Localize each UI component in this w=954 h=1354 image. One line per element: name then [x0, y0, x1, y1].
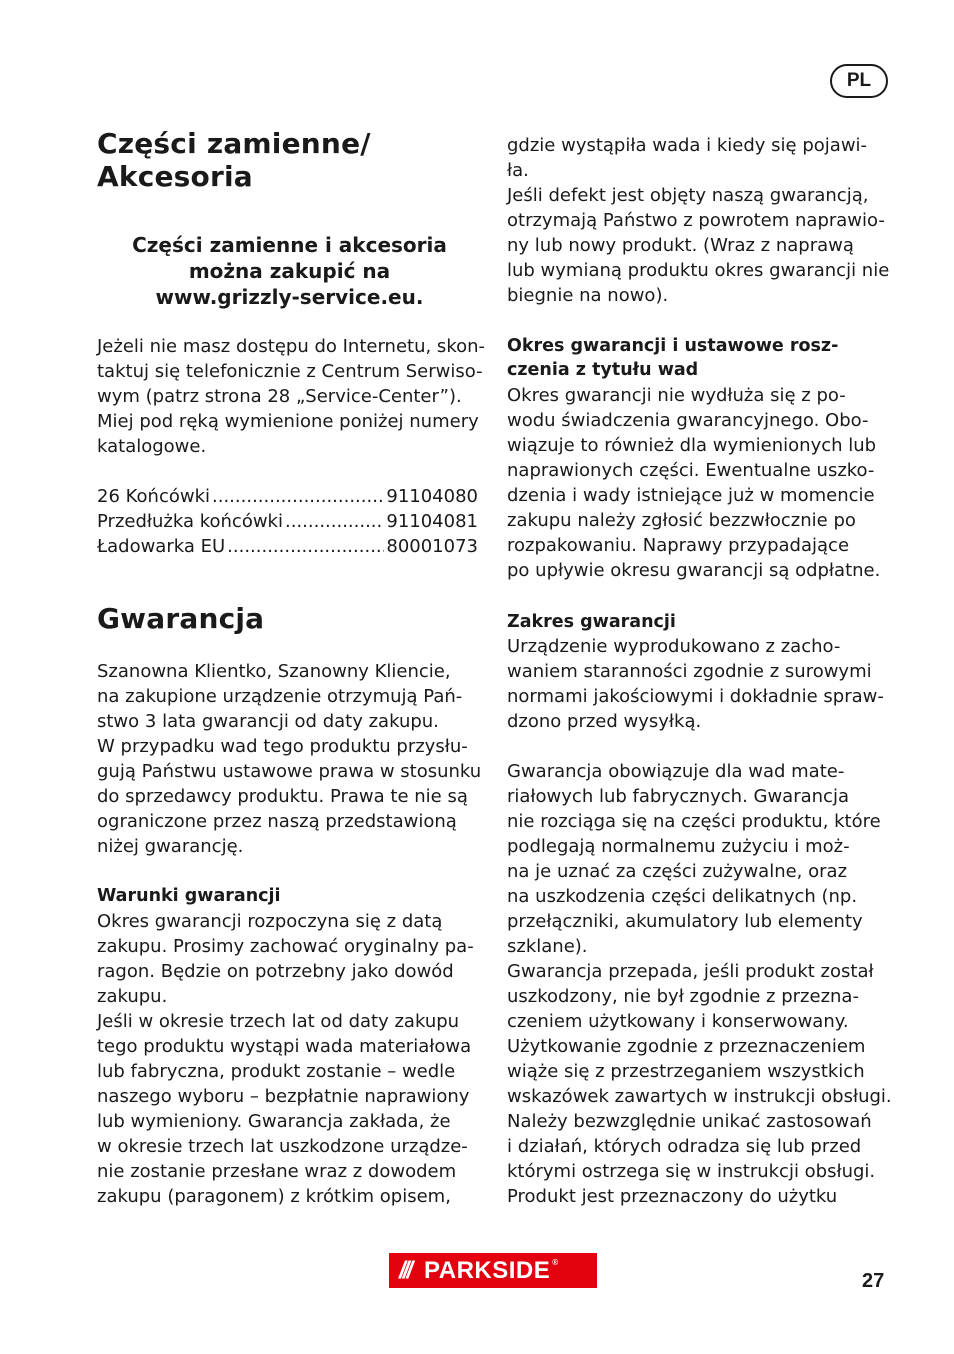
spare-parts-intro: Jeżeli nie masz dostępu do Internetu, skon- taktuj się telefonicznie z Centrum Serwiso- wym (patrz strona 28 „Service-Center”). Miej pod ręką wymienione poniżej numery katalogowe. — [97, 336, 486, 457]
warranty-scope-details: Gwarancja obowiązuje dla wad mate- riałowych lub fabrycznych. Gwarancja nie rozciąga się na części produktu, które podlegają normalnemu zużyciu i moż- na je uznać za części zużywalne, oraz na uszkodzenia części delikatnych (np. przełączniki, akumulatory lub elementy szklane). Gwarancja przepada, jeśli produkt został uszkodzony, nie był zgodnie z przezna- czeniem użytkowany i konserwowany. Użytkowanie zgodnie z przeznaczeniem wiąże się z przestrzeganiem wszystkich wskazówek zawartych w instrukcji obsługi. Należy bezwzględnie unikać zastosowań i działań, których odradza się lub przed którymi ostrzega się w instrukcji obsługi. Produkt jest przeznaczony do użytku — [507, 761, 892, 1207]
parts-list — [97, 484, 478, 559]
parts-list-item: Ładowarka EU ..... 80001073 — [97, 534, 478, 559]
logo-registered-mark: ® — [552, 1258, 559, 1267]
logo-brand-text: PARKSIDE — [424, 1256, 551, 1284]
warranty-period: Okres gwarancji nie wydłuża się z po- wodu świadczenia gwarancyjnego. Obo- wiązuje to również dla wymienionych lub naprawionych części. Ewentualne uszko- dzenia i wady istniejące już w momencie zakupu należy zgłosić bezzwłocznie po rozpakowaniu. Naprawy przypadające po upływie okresu gwarancji są odpłatne. — [507, 385, 881, 581]
warranty-scope-title: Zakres gwarancji — [507, 612, 676, 632]
warranty-period-title: Okres gwarancji i ustawowe rosz- czenia z tytułu wad — [507, 336, 839, 380]
warranty-title: Gwarancja — [97, 602, 265, 635]
parts-list-item: 26 Końcówki ..... 91104080 — [97, 484, 478, 509]
parts-list-item: Przedłużka końcówki ..... 91104081 — [97, 509, 478, 534]
page-number: 27 — [862, 1270, 885, 1292]
warranty-conditions-continued: gdzie wystąpiła wada i kiedy się pojawi- ła. Jeśli defekt jest objęty naszą gwarancją, otrzymają Państwo z powrotem naprawio- ny lub nowy produkt. (Wraz z naprawą lub wymianą produktu okres gwarancji nie biegnie na nowo). — [507, 135, 890, 306]
spare-parts-title: Części zamienne/ Akcesoria — [97, 127, 371, 193]
spare-parts-notice: Części zamienne i akcesoria można zakupić na www.grizzly-service.eu. — [132, 233, 447, 309]
warranty-intro: Szanowna Klientko, Szanowny Kliencie, na zakupione urządzenie otrzymują Pań- stwo 3 lata gwarancji od daty zakupu. W przypadku wad tego produktu przysłu- gują Państwu ustawowe prawa w stosunku do sprzedawcy produktu. Prawa te nie są ograniczone przez naszą przedstawioną niżej gwarancję. — [97, 661, 482, 857]
parkside-logo — [389, 1253, 597, 1288]
warranty-conditions: Okres gwarancji rozpoczyna się z datą zakupu. Prosimy zachować oryginalny pa- ragon. Będzie on potrzebny jako dowód zakupu. Jeśli w okresie trzech lat od daty zakupu tego produktu wystąpi wada materiałowa lub fabryczna, produkt zostanie – wedle naszego wyboru – bezpłatnie naprawiony lub wymieniony. Gwarancja zakłada, że w okresie trzech lat uszkodzone urządze- nie zostanie przesłane wraz z dowodem zakupu (paragonem) z krótkim opisem, — [97, 911, 474, 1207]
logo-slashes: /// — [399, 1256, 411, 1284]
warranty-conditions-title: Warunki gwarancji — [97, 886, 281, 906]
language-badge: PL — [830, 64, 888, 98]
warranty-scope: Urządzenie wyprodukowano z zacho- waniem staranności zgodnie z surowymi normami jakościowymi i dokładnie spraw- dzono przed wysyłką. — [507, 636, 884, 732]
